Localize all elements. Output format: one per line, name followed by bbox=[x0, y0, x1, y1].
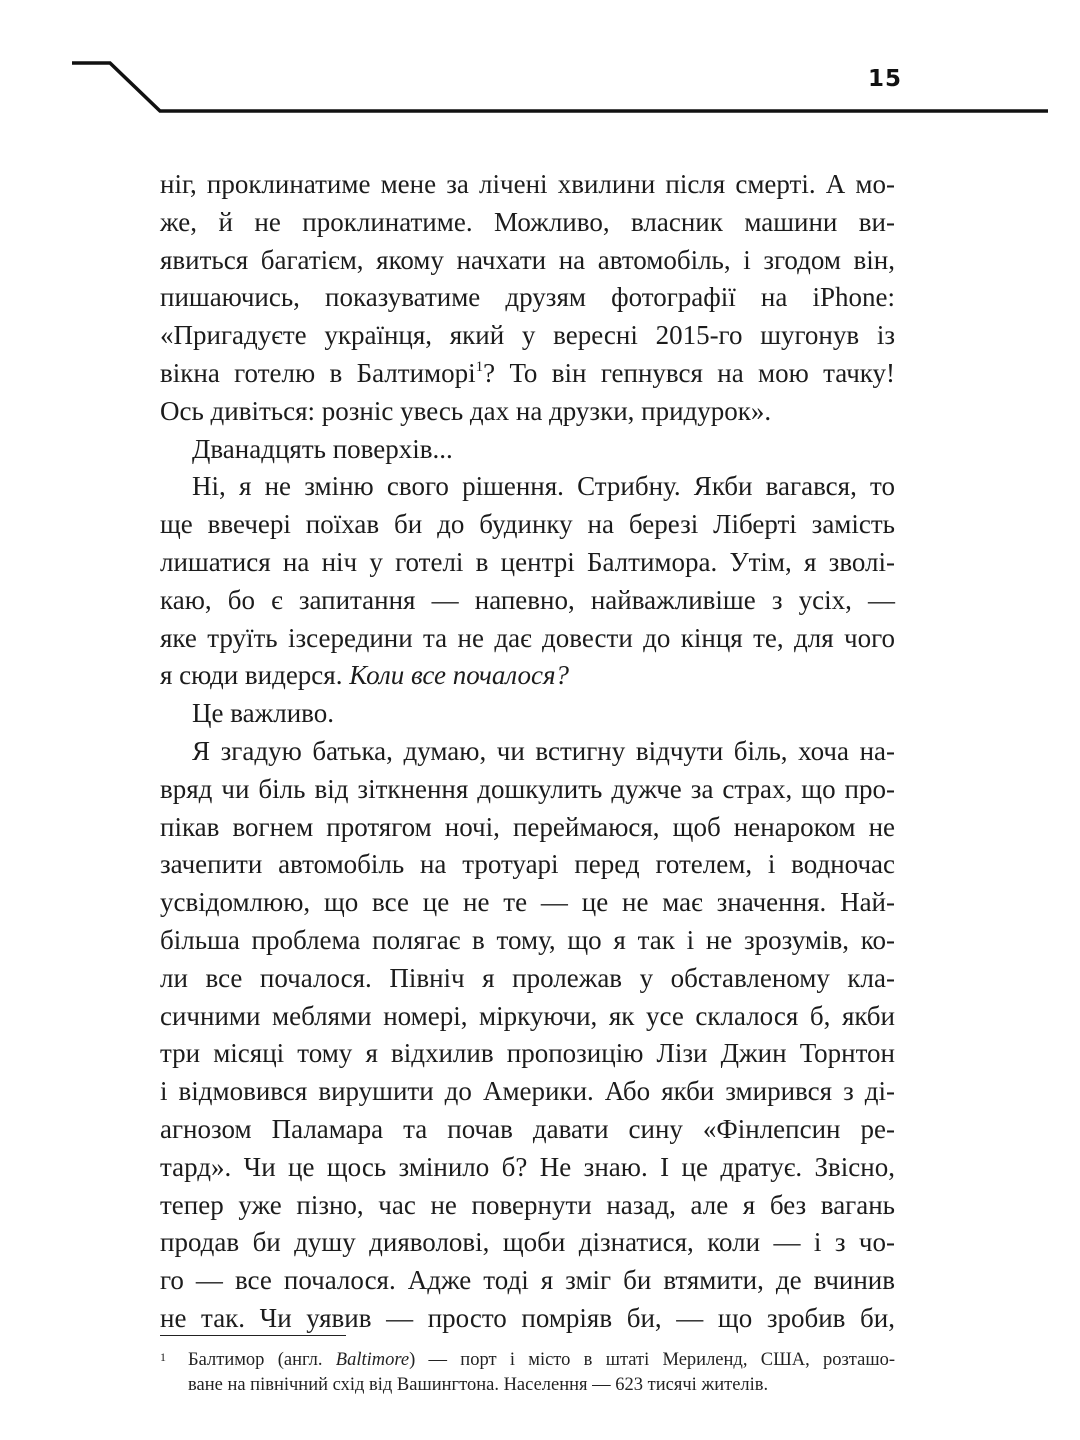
text-line: Ні, я не зміню свого рішення. Стрибну. Якби вагався, то bbox=[192, 471, 895, 502]
text-line: «Пригадуєте українця, який у вересні 2015-го шугонув із bbox=[160, 320, 895, 351]
text-line: яке труїть ізсередини та не дає довести до кінця те, для чого bbox=[160, 622, 895, 653]
italic-question: Коли все почалося? bbox=[349, 660, 570, 691]
footnote-marker: 1 bbox=[160, 1350, 166, 1364]
footnote-line: ване на північний схід від Вашингтона. Населення — 623 тисячі жителів. bbox=[188, 1375, 769, 1395]
text-line: сичними меблями номері, міркуючи, як усе склалося б, якби bbox=[160, 1000, 895, 1031]
page-number: 15 bbox=[867, 66, 902, 92]
text-line: продав би душу дияволові, щоби дізнатися, коли — і з чо- bbox=[160, 1227, 895, 1258]
text-fragment: ) — порт і місто в штаті Мериленд, США, розташо- bbox=[409, 1350, 895, 1370]
text-line: го — все почалося. Адже тоді я зміг би втямити, де вчинив bbox=[160, 1265, 895, 1296]
footnote-italic-term: Baltimore bbox=[335, 1350, 410, 1370]
text-line: Це важливо. bbox=[192, 698, 335, 729]
text-line: вряд чи біль від зіткнення дошкулить дужче за страх, що про- bbox=[160, 773, 895, 804]
text-fragment: вікна готелю в Балтиморі bbox=[160, 357, 476, 388]
footnote-reference[interactable]: 1 bbox=[475, 358, 484, 375]
text-fragment: Балтимор (англ. bbox=[188, 1350, 336, 1370]
footnote-line bbox=[188, 1348, 895, 1373]
text-line: ніг, проклинатиме мене за лічені хвилини після смерті. А мо- bbox=[160, 169, 895, 199]
text-line: тепер уже пізно, час не повернути назад, але я без вагань bbox=[160, 1189, 895, 1220]
text-line: тард». Чи це щось змінило б? Не знаю. І це дратує. Звісно, bbox=[160, 1151, 895, 1182]
text-line: більша проблема полягає в тому, що я так і не зрозумів, ко- bbox=[160, 924, 895, 955]
text-line: три місяці тому я відхилив пропозицію Лізи Джин Торнтон bbox=[160, 1038, 895, 1069]
header-rule bbox=[0, 0, 1080, 130]
text-line: ли все почалося. Північ я пролежав у обставленому кла- bbox=[160, 962, 895, 993]
footnote-divider bbox=[160, 1335, 346, 1336]
body-text bbox=[160, 166, 895, 1338]
text-line: усвідомлюю, що все це не те — це не має значення. Най- bbox=[160, 887, 895, 918]
footnote bbox=[160, 1348, 895, 1398]
text-line: Я згадую батька, думаю, чи встигну відчути біль, хоча на- bbox=[192, 735, 895, 766]
text-line: Ось дивіться: розніс увесь дах на друзки, придурок». bbox=[160, 395, 772, 426]
text-line: не так. Чи уявив — просто помріяв би, — що зробив би, bbox=[160, 1302, 895, 1333]
text-line: каю, бо є запитання — напевно, найважливіше з усіх, — bbox=[160, 584, 895, 615]
text-line: пишаючись, показуватиме друзям фотографії на iPhone: bbox=[160, 282, 895, 313]
text-line: і відмовився вирушити до Америки. Або якби змирився з ді- bbox=[160, 1076, 895, 1107]
text-fragment: я сюди видерся. bbox=[160, 660, 350, 691]
text-line: явиться багатієм, якому начхати на автомобіль, і згодом він, bbox=[160, 244, 895, 275]
text-line bbox=[160, 355, 895, 393]
text-fragment: ? То він гепнувся на мою тачку! bbox=[483, 357, 895, 388]
text-line bbox=[160, 657, 895, 695]
text-line: лишатися на ніч у готелі в центрі Балтимора. Утім, я зволі- bbox=[160, 546, 895, 577]
text-line: ще ввечері поїхав би до будинку на березі Ліберті замість bbox=[160, 509, 895, 540]
text-line: зачепити автомобіль на тротуарі перед готелем, і водночас bbox=[160, 849, 895, 880]
text-line: пікав вогнем протягом ночі, переймаюся, щоб ненароком не bbox=[160, 811, 895, 842]
text-line: Дванадцять поверхів... bbox=[192, 433, 453, 464]
text-line: же, й не проклинатиме. Можливо, власник машини ви- bbox=[160, 206, 895, 237]
text-line: агнозом Паламара та почав давати сину «Фінлепсин ре- bbox=[160, 1113, 895, 1144]
